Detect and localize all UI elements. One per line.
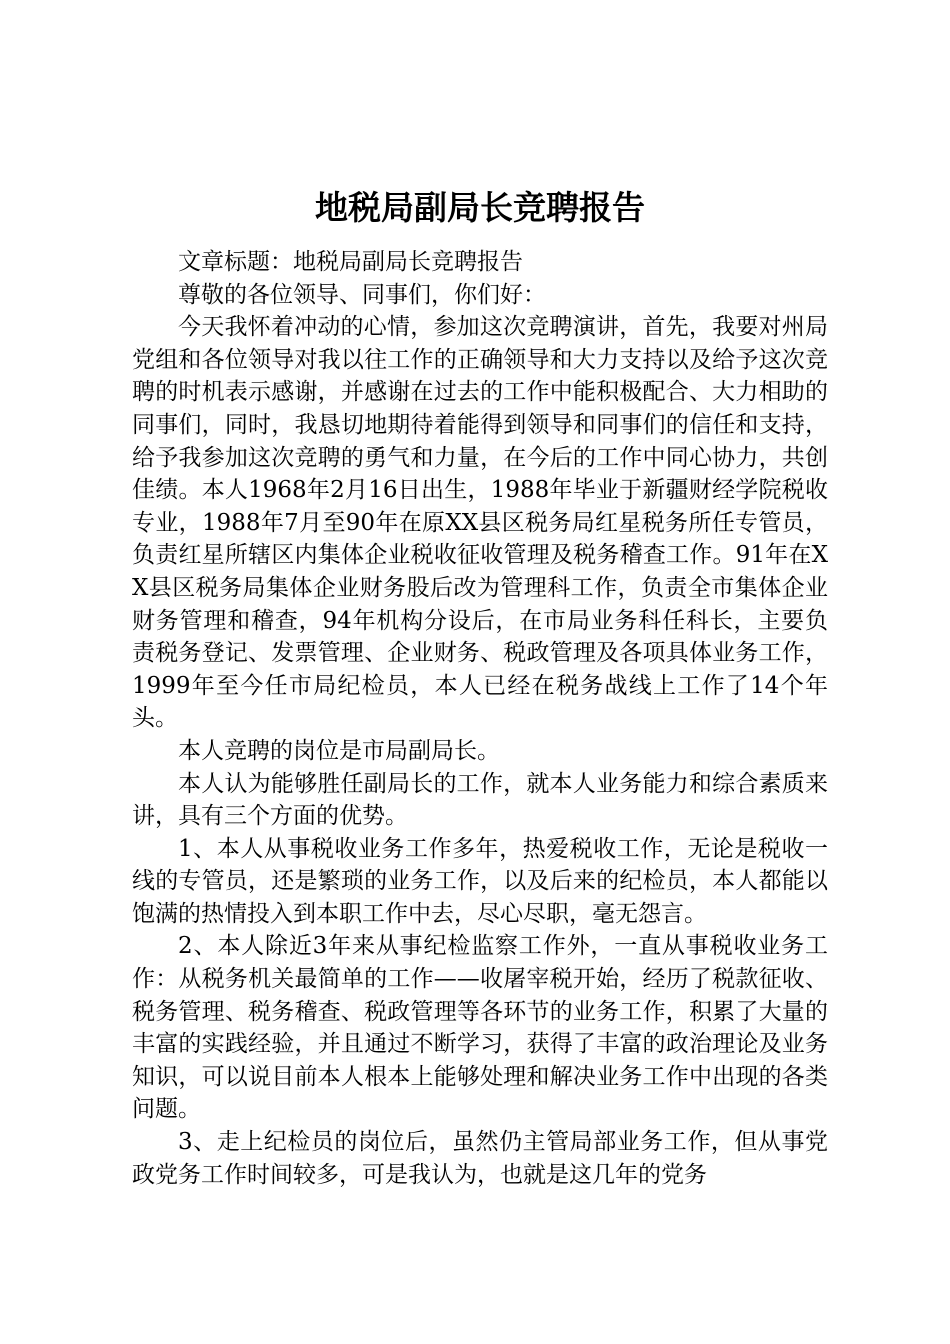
paragraph-advantages-intro: 本人认为能够胜任副局长的工作，就本人业务能力和综合素质来讲，具有三个方面的优势。: [132, 770, 828, 830]
paragraph-greeting: 尊敬的各位领导、同事们，你们好：: [178, 281, 546, 308]
paragraph-introduction: 今天我怀着冲动的心情，参加这次竞聘演讲，首先，我要对州局党组和各位领导对我以往工作的正确领导和大力支持以及给予这次竞聘的时机表示感谢，并感谢在过去的工作中能积极配合、大力相助的同事们，同时，我恳切地期待着能得到领导和同事们的信任和支持，给予我参加这次竞聘的勇气和力量，在今后的工作中同心协力，共创佳绩。本人1968年2月16日出生，1988年毕业于新疆财经学院税收专业，1988年7月至90年在原XX县区税务局红星税务所任专管员，负责红星所辖区内集体企业税收征收管理及税务稽查工作。91年在XX县区税务局集体企业财务股后改为管理科工作，负责全市集体企业财务管理和稽查，94年机构分设后，在市局业务科任科长，主要负责税务登记、发票管理、企业财务、税政管理及各项具体业务工作，1999年至今任市局纪检员，本人已经在税务战线上工作了14个年头。: [132, 314, 828, 732]
paragraph-advantage-1: 1、本人从事税收业务工作多年，热爱税收工作，无论是税收一线的专管员，还是繁琐的业务工作，以及后来的纪检员，本人都能以饱满的热情投入到本职工作中去，尽心尽职，毫无怨言。: [132, 835, 828, 927]
paragraph-position: 本人竞聘的岗位是市局副局长。: [178, 737, 500, 764]
document-page: [132, 180, 828, 1191]
document-title: 地税局副局长竞聘报告: [315, 188, 645, 227]
paragraph-article-title: 文章标题：地税局副局长竞聘报告: [178, 249, 523, 275]
paragraph-advantage-3: 3、走上纪检员的岗位后，虽然仍主管局部业务工作，但从事党政党务工作时间较多，可是我认为，也就是这几年的党务: [132, 1129, 828, 1188]
paragraph-advantage-2: 2、本人除近3年来从事纪检监察工作外，一直从事税收业务工作：从税务机关最简单的工作——收屠宰税开始，经历了税款征收、税务管理、税务稽查、税政管理等各环节的业务工作，积累了大量的丰富的实践经验，并且通过不断学习，获得了丰富的政治理论及业务知识，可以说目前本人根本上能够处理和解决业务工作中出现的各类问题。: [132, 933, 828, 1123]
